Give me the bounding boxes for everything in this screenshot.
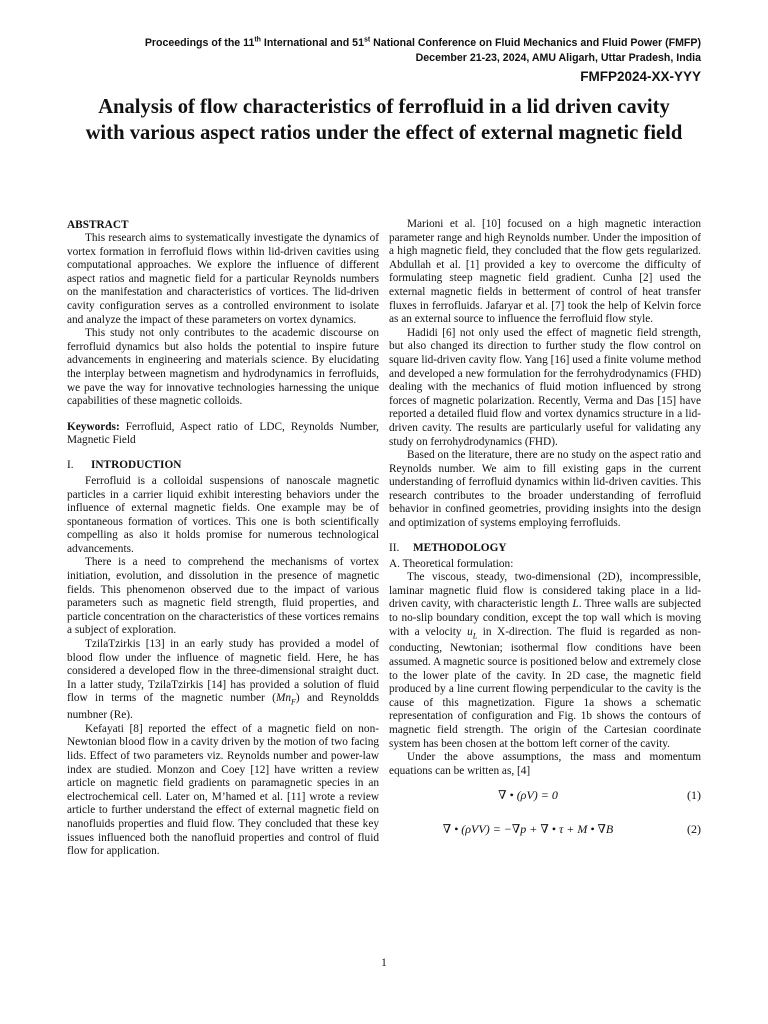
subsection-heading-theoretical: A. Theoretical formulation: bbox=[389, 557, 514, 570]
magnetic-number-symbol: $Mn_F$ bbox=[275, 692, 296, 707]
right-paragraph-3: Based on the literature, there are no study on the aspect ratio and Reynolds number. We aim to fill existing gaps in the current understanding of ferrofluid dynamics within lid-driven cavities. This research contributes to the broader understanding of ferrofluid behavior in confined geometries, providing insights into the design and optimization of systems employing ferrofluids. bbox=[389, 449, 701, 530]
conference-dates: December 21-23, 2024, AMU Aligarh, Uttar Pradesh, India bbox=[415, 52, 701, 64]
equation-1-number: (1) bbox=[687, 788, 701, 803]
keywords bbox=[67, 421, 379, 448]
keywords-text: Ferrofluid, Aspect ratio of LDC, Reynolds Number, Magnetic Field bbox=[67, 420, 379, 447]
title-line-1: Analysis of flow characteristics of ferrofluid in a lid driven cavity bbox=[98, 96, 670, 118]
equation-2-number: (2) bbox=[687, 822, 701, 837]
equation-1 bbox=[389, 778, 701, 812]
paper-id: FMFP2024-XX-YYY bbox=[580, 69, 701, 84]
abstract-paragraph-1: This research aims to systematically investigate the dynamics of vortex formation in ferrofluid flows within lid-driven cavities using computational approaches. We explore the influence of different aspect ratios and magnetic field for a particular Reynolds numbers on the manifestation and characteristics of vortices. The lid-driven cavity configuration serves as a controlled environment to isolate and analyze the impact of these parameters on vortex dynamics. bbox=[67, 232, 379, 326]
abstract-heading: ABSTRACT bbox=[67, 219, 129, 231]
intro-paragraph-1: Ferrofluid is a colloidal suspensions of nanoscale magnetic particles in a carrier liquid exhibit interesting behaviors under the influence of external magnetic fields. One example may be of spontaneous formation of vortices. This one is both scientifically compelling as also it holds promise for numerous technological advancements. bbox=[67, 474, 379, 555]
equation-2-expression: ∇ • (ρVV) = −∇p + ∇ • τ + M • ∇B bbox=[442, 822, 614, 837]
intro-paragraph-2: There is a need to comprehend the mechanisms of vortex initiation, evolution, and dissolution in the presence of magnetic fields. This phenomenon observed due to the impact of various parameters such as magnetic field strength, fluid properties, and particle concentration on the characteristics of these vortices remains a subject of exploration. bbox=[67, 556, 379, 637]
intro-paragraph-4: Kefayati [8] reported the effect of a magnetic field on non-Newtonian blood flow in a cavity driven by the motion of two facing lids. Effect of two parameters viz. Reynolds number and power-law index are studied. Monzon and Coey [12] have written a review article on magnetic field gradients on paramagnetic species in an electrochemical cell. Later on, M’hamed et al. [11] wrote a review article to further understand the effect of external magnetic field on nanofluids properties and fluid flow. They concluded that these key issues influenced both the nanofluid properties and control of fluid flow for application. bbox=[67, 722, 379, 858]
methodology-paragraph-1: The viscous, steady, two-dimensional (2D), incompressible, laminar magnetic fluid flow is considered taking place in a lid-driven cavity, with characteristic length L. Three walls are subjected to no-slip boundary condition, except the top wall which is moving with a velocity $u_L$ in X-direction. The fluid is regarded as non-conducting, Newtonian; isothermal flow conditions have been assumed. A magnetic source is positioned below and extremely close to the lower plate of the cavity. In 2D case, the magnetic field produced by a line current flowing perpendicular to the cavity is the cause of this magnetization. Figure 1a shows a schematic representation of configuration and Fig. 1b shows the contours of magnetic field strength. The origin of the Cartesian coordinate system has been chosen at the bottom left corner of the cavity. bbox=[389, 571, 701, 750]
left-column bbox=[67, 218, 379, 859]
paper-title bbox=[40, 94, 728, 146]
equation-2 bbox=[389, 812, 701, 846]
page-number: 1 bbox=[381, 957, 387, 969]
equation-1-expression: ∇ • (ρV) = 0 bbox=[498, 788, 558, 803]
lid-velocity-symbol: $u_L$ bbox=[467, 625, 478, 640]
title-line-2: with various aspect ratios under the effect of external magnetic field bbox=[85, 122, 683, 144]
right-paragraph-1: Marioni et al. [10] focused on a high magnetic interaction parameter range and high Reynolds number. Under the imposition of a high magnetic field, they concluded that the flow gets regularized. Abdullah et al. [1] provided a key to overcome the difficulty of formulating steep magnetic field gradient. Cunha [2] used the external magnetic fields in betterment of control of heat transfer fluxes in ferrofluids. Jafaryar et al. [7] took the help of Kelvin force as an external source to influence the ferrofluid flow style. bbox=[389, 218, 701, 326]
section-heading-introduction: I. INTRODUCTION bbox=[67, 458, 182, 471]
methodology-paragraph-2: Under the above assumptions, the mass and momentum equations can be written as, [4] bbox=[389, 751, 701, 777]
keywords-label: Keywords: bbox=[67, 420, 120, 433]
section-heading-methodology: II. METHODOLOGY bbox=[389, 541, 507, 554]
right-column bbox=[389, 218, 701, 846]
right-paragraph-2: Hadidi [6] not only used the effect of magnetic field strength, but also changed its direction to further study the flow control on square lid-driven cavity flow. Yang [16] used a finite volume method and developed a new formulation for the ferrohydrodynamics (FHD) dealing with the mechanics of fluid motion influenced by strong forces of magnetic polarization. Recently, Verma and Das [15] have reported a detailed fluid flow and vortex dynamics structure in a lid-driven cavity. The results are particularly useful for validating any study on ferrohydrodynamics (FHD). bbox=[389, 326, 701, 448]
abstract-paragraph-2: This study not only contributes to the academic discourse on ferrofluid dynamics but also holds the potential to inspire future advancements in engineering and materials science. By elucidating the interplay between magnetism and hydrodynamics in ferrofluids, we pave the way for innovative technologies harnessing the unique capabilities of these magnetic colloids. bbox=[67, 327, 379, 408]
intro-paragraph-3: TzilaTzirkis [13] in an early study has provided a model of blood flow under the influence of magnetic field. Here, he has considered a developed flow in the three-dimensional straight duct. In a latter study, TzilaTzirkis [14] has provided a solution of fluid flow in terms of the magnetic number $(Mn_F)$ and Reynoldds numbner (Re). bbox=[67, 638, 379, 722]
conference-header: Proceedings of the 11th International and 51st National Conference on Fluid Mechanics and Fluid Power (FMFP) bbox=[144, 36, 701, 49]
